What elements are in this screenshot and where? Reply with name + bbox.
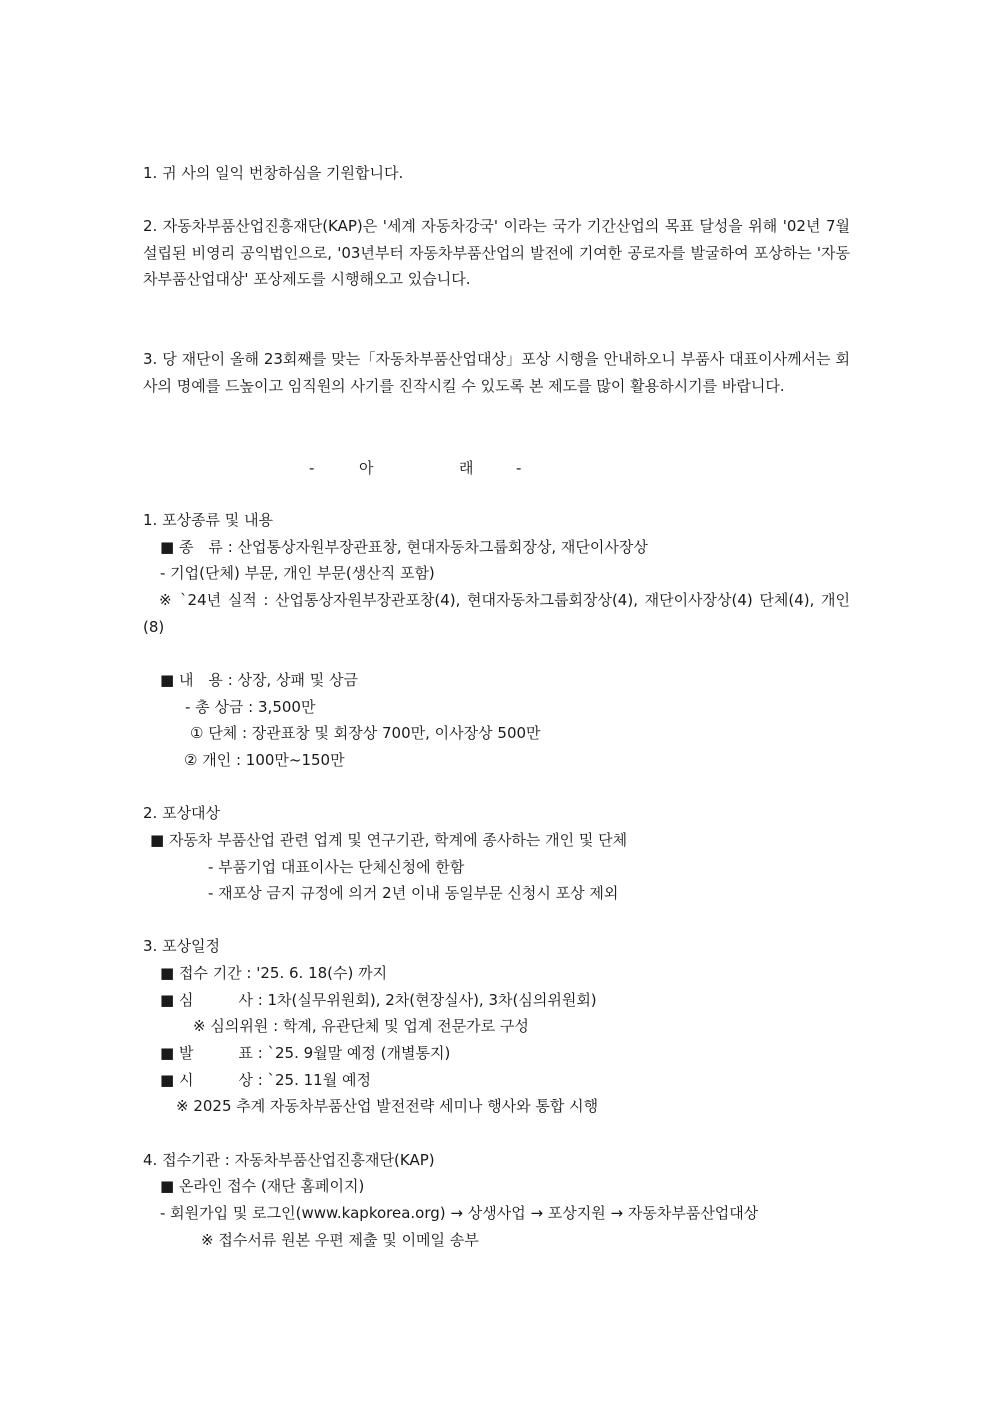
total-prize: - 총 상금 : 3,500만 xyxy=(185,698,316,716)
target-rule-1: - 부품기업 대표이사는 단체신청에 한함 xyxy=(208,858,465,876)
last-year-results-text: ※ `24년 실적 : 산업통상자원부장관포창(4), 현대자동차그룹회장상(4), 재단이사장상(4) 단체(4), 개인(8) xyxy=(143,591,850,636)
ceremony-date: ■ 시 상 : `25. 11월 예정 xyxy=(160,1071,371,1089)
award-guide-paragraph: 3. 당 재단이 올해 23회째를 맞는「자동차부품산업대상」포상 시행을 안내하오니 부품사 대표이사께서는 회사의 명예를 드높이고 임직원의 사기를 진작시킬 수 있도록 본 제도를 많이 활용하시기를 바랍니다. xyxy=(143,350,850,395)
individual-prize: ② 개인 : 100만~150만 xyxy=(184,751,345,769)
target-rule-2: - 재포상 금지 규정에 의거 2년 이내 동일부문 신청시 포상 제외 xyxy=(208,884,619,902)
arae-dash-left: - xyxy=(309,459,315,477)
documents-note: ※ 접수서류 원본 우편 제출 및 이메일 송부 xyxy=(201,1231,479,1249)
arae-dash-right: - xyxy=(516,459,522,477)
section2-title: 2. 포상대상 xyxy=(143,804,221,822)
award-content: ■ 내 용 : 상장, 상패 및 상금 xyxy=(160,671,359,689)
award-target: ■ 자동차 부품산업 관련 업계 및 연구기관, 학계에 종사하는 개인 및 단체 xyxy=(150,831,628,849)
arae-char-rae: 래 xyxy=(459,459,474,477)
review-committee-note: ※ 심의위원 : 학계, 유관단체 및 업계 전문가로 구성 xyxy=(193,1017,529,1035)
announcement-date: ■ 발 표 : `25. 9월말 예정 (개별통지) xyxy=(160,1044,451,1062)
section3-title: 3. 포상일정 xyxy=(143,937,221,955)
section4-title: 4. 접수기관 : 자동차부품산업진흥재단(KAP) xyxy=(143,1151,435,1169)
foundation-intro-paragraph: 2. 자동차부품산업진흥재단(KAP)은 '세계 자동차강국' 이라는 국가 기간산업의 목표 달성을 위해 '02년 7월 설립된 비영리 공익법인으로, '03년부터 자동차부품산업의 발전에 기여한 공로자를 발굴하여 포상하는 '자동차부품산업대상' 포상제도를 시행해오고 있습니다. xyxy=(143,217,850,288)
award-kinds: ■ 종 류 : 산업통상자원부장관표창, 현대자동차그룹회장상, 재단이사장상 xyxy=(160,538,648,556)
online-reception: ■ 온라인 접수 (재단 홈페이지) xyxy=(160,1177,365,1195)
arae-char-a: 아 xyxy=(359,459,374,477)
ceremony-note: ※ 2025 추계 자동차부품산업 발전전략 세미나 행사와 통합 시행 xyxy=(176,1097,599,1115)
group-prize: ① 단체 : 장관표창 및 회장상 700만, 이사장상 500만 xyxy=(190,724,541,742)
section1-title: 1. 포상종류 및 내용 xyxy=(143,511,274,529)
application-path: - 회원가입 및 로그인(www.kapkorea.org) → 상생사업 → 포상지원 → 자동차부품산업대상 xyxy=(160,1204,759,1222)
last-year-results-note xyxy=(143,587,850,641)
review-stages: ■ 심 사 : 1차(실무위원회), 2차(현장실사), 3차(심의위원회) xyxy=(160,991,597,1009)
greeting-paragraph: 1. 귀 사의 일익 번창하심을 기원합니다. xyxy=(143,164,404,182)
reception-period: ■ 접수 기간 : '25. 6. 18(수) 까지 xyxy=(160,964,388,982)
award-categories: - 기업(단체) 부문, 개인 부문(생산직 포함) xyxy=(160,564,435,582)
